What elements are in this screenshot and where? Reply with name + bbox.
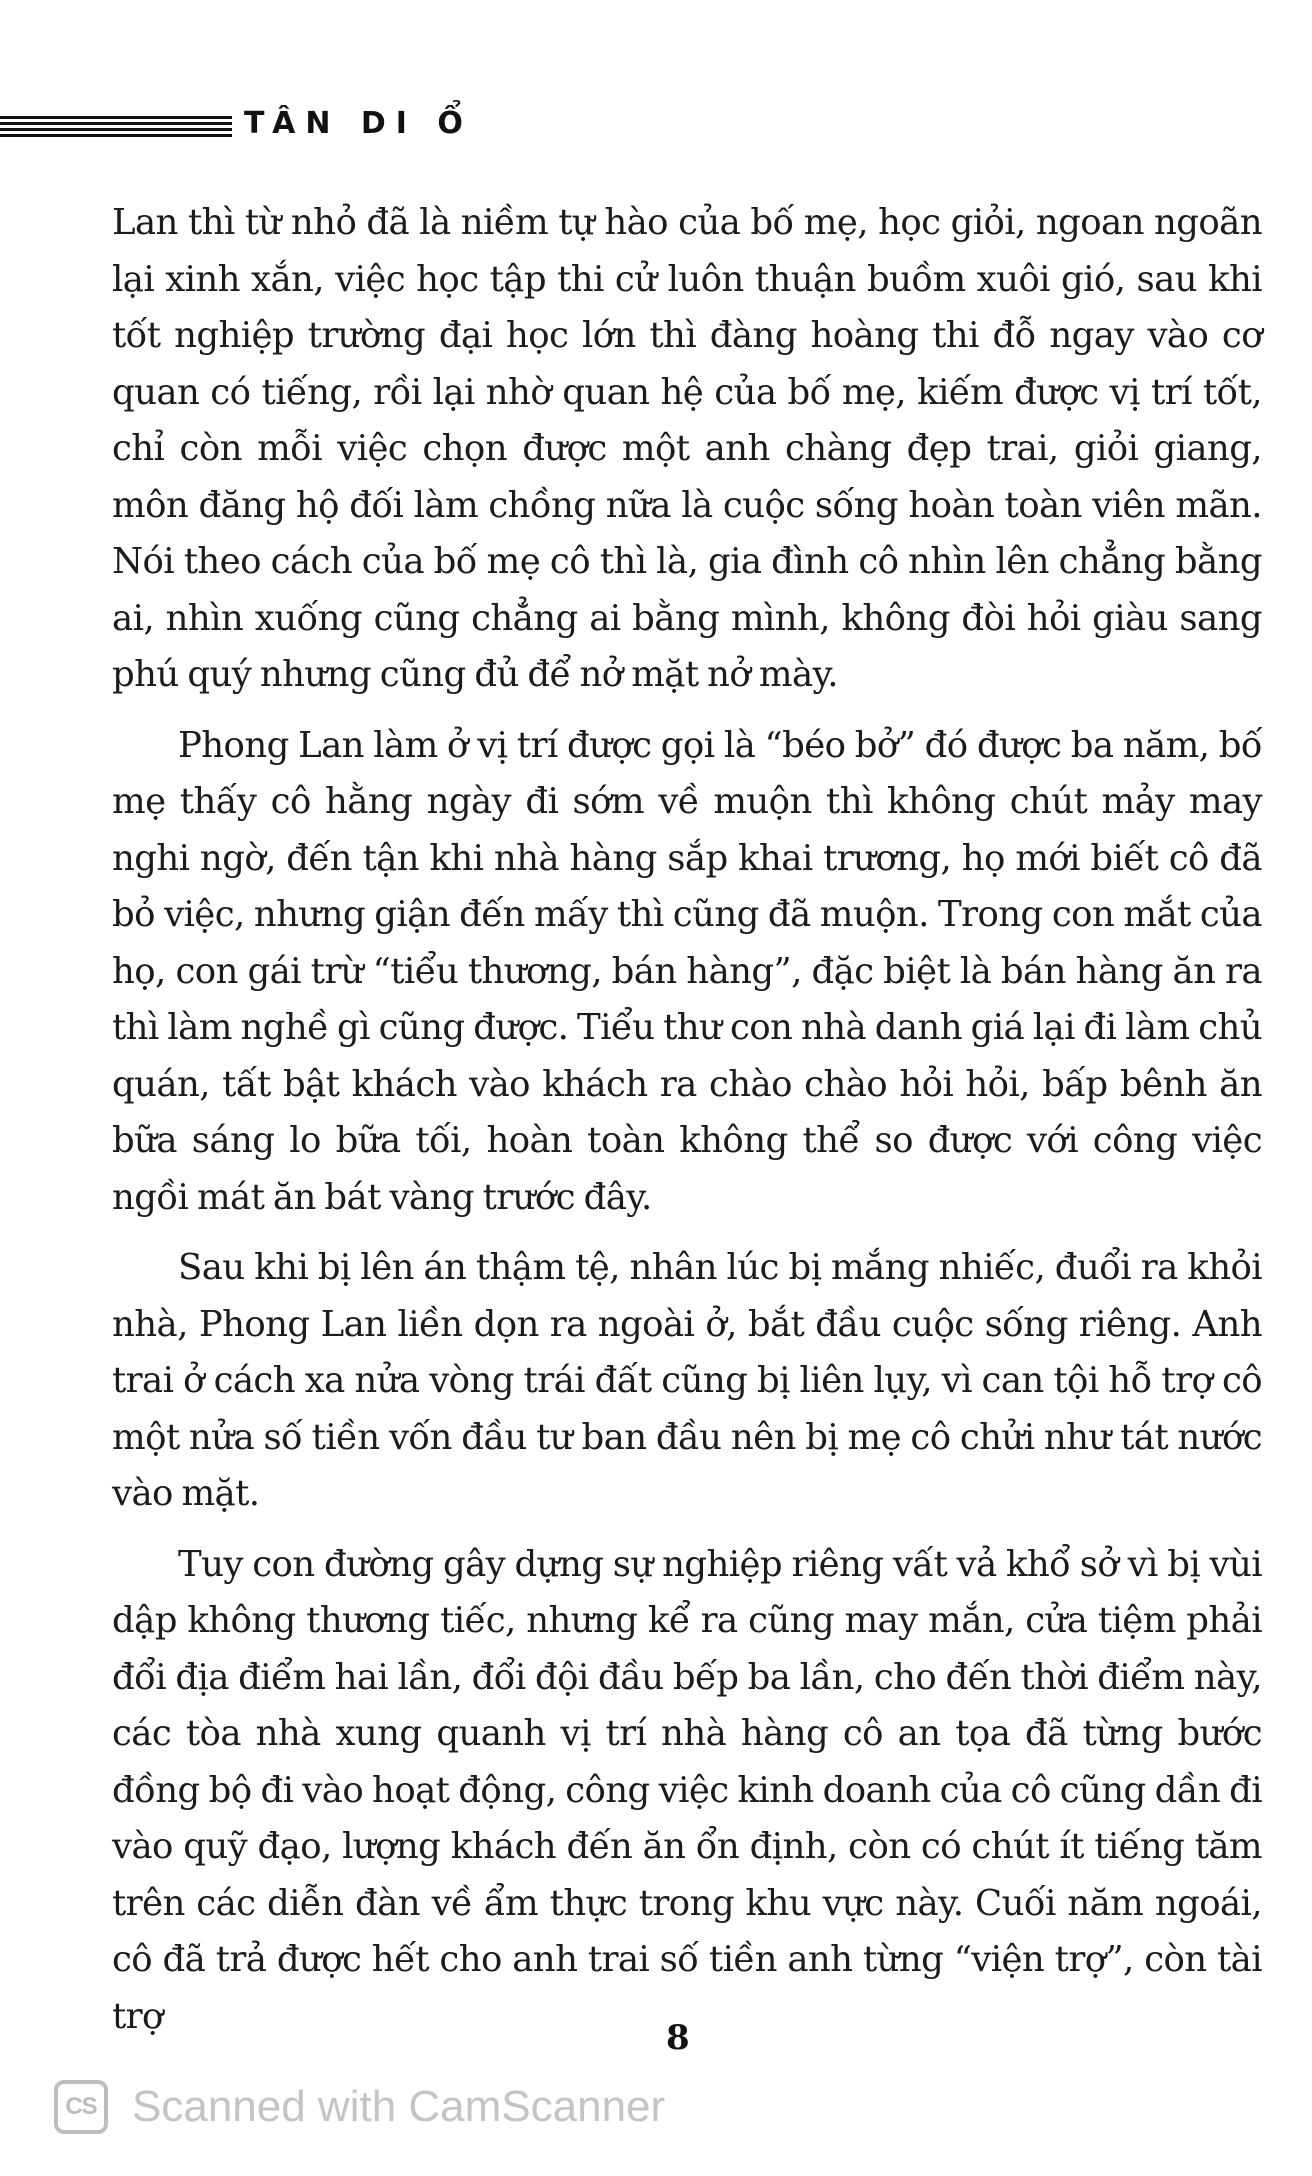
page-number: 8 [666,2018,690,2058]
paragraph-2: Phong Lan làm ở vị trí được gọi là “béo bở” đó được ba năm, bố mẹ thấy cô hằng ngày đi sớm về muộn thì không chút mảy may nghi ngờ, đến tận khi nhà hàng sắp khai trương, họ mới biết cô đã bỏ việc, nhưng giận đến mấy thì cũng đã muộn. Trong con mắt của họ, con gái trừ “tiểu thương, bán hàng”, đặc biệt là bán hàng ăn ra thì làm nghề gì cũng được. Tiểu thư con nhà danh giá lại đi làm chủ quán, tất bật khách vào khách ra chào chào hỏi hỏi, bấp bênh ăn bữa sáng lo bữa tối, hoàn toàn không thể so được với công việc ngồi mát ăn bát vàng trước đây. [112,724,1262,1218]
header-rule-lines [0,116,232,140]
paragraph-4: Tuy con đường gây dựng sự nghiệp riêng vất vả khổ sở vì bị vùi dập không thương tiếc, nhưng kể ra cũng may mắn, cửa tiệm phải đổi địa điểm hai lần, đổi đội đầu bếp ba lần, cho đến thời điểm này, các tòa nhà xung quanh vị trí nhà hàng cô an tọa đã từng bước đồng bộ đi vào hoạt động, công việc kinh doanh của cô cũng dần đi vào quỹ đạo, lượng khách đến ăn ổn định, còn có chút ít tiếng tăm trên các diễn đàn về ẩm thực trong khu vực này. Cuối năm ngoái, cô đã trả được hết cho anh trai số tiền anh từng “viện trợ”, còn tài trợ [112,1543,1262,2037]
watermark-text: Scanned with CamScanner [132,2082,666,2131]
scanner-watermark [54,2078,665,2136]
paragraph-3: Sau khi bị lên án thậm tệ, nhân lúc bị mắng nhiếc, đuổi ra khỏi nhà, Phong Lan liền dọn ra ngoài ở, bắt đầu cuộc sống riêng. Anh trai ở cách xa nửa vòng trái đất cũng bị liên lụy, vì can tội hỗ trợ cô một nửa số tiền vốn đầu tư ban đầu nên bị mẹ cô chửi như tát nước vào mặt. [112,1247,1262,1514]
body-text [112,195,1262,2059]
camscanner-logo-icon: CS [54,2080,108,2134]
paragraph-1: Lan thì từ nhỏ đã là niềm tự hào của bố mẹ, học giỏi, ngoan ngoãn lại xinh xắn, việc học tập thi cử luôn thuận buồm xuôi gió, sau khi tốt nghiệp trường đại học lớn thì đàng hoàng thi đỗ ngay vào cơ quan có tiếng, rồi lại nhờ quan hệ của bố mẹ, kiếm được vị trí tốt, chỉ còn mỗi việc chọn được một anh chàng đẹp trai, giỏi giang, môn đăng hộ đối làm chồng nữa là cuộc sống hoàn toàn viên mãn. Nói theo cách của bố mẹ cô thì là, gia đình cô nhìn lên chẳng bằng ai, nhìn xuống cũng chẳng ai bằng mình, không đòi hỏi giàu sang phú quý nhưng cũng đủ để nở mặt nở mày. [112,202,1262,695]
running-header [0,106,520,146]
book-title: TÂN DI Ổ [244,106,473,141]
